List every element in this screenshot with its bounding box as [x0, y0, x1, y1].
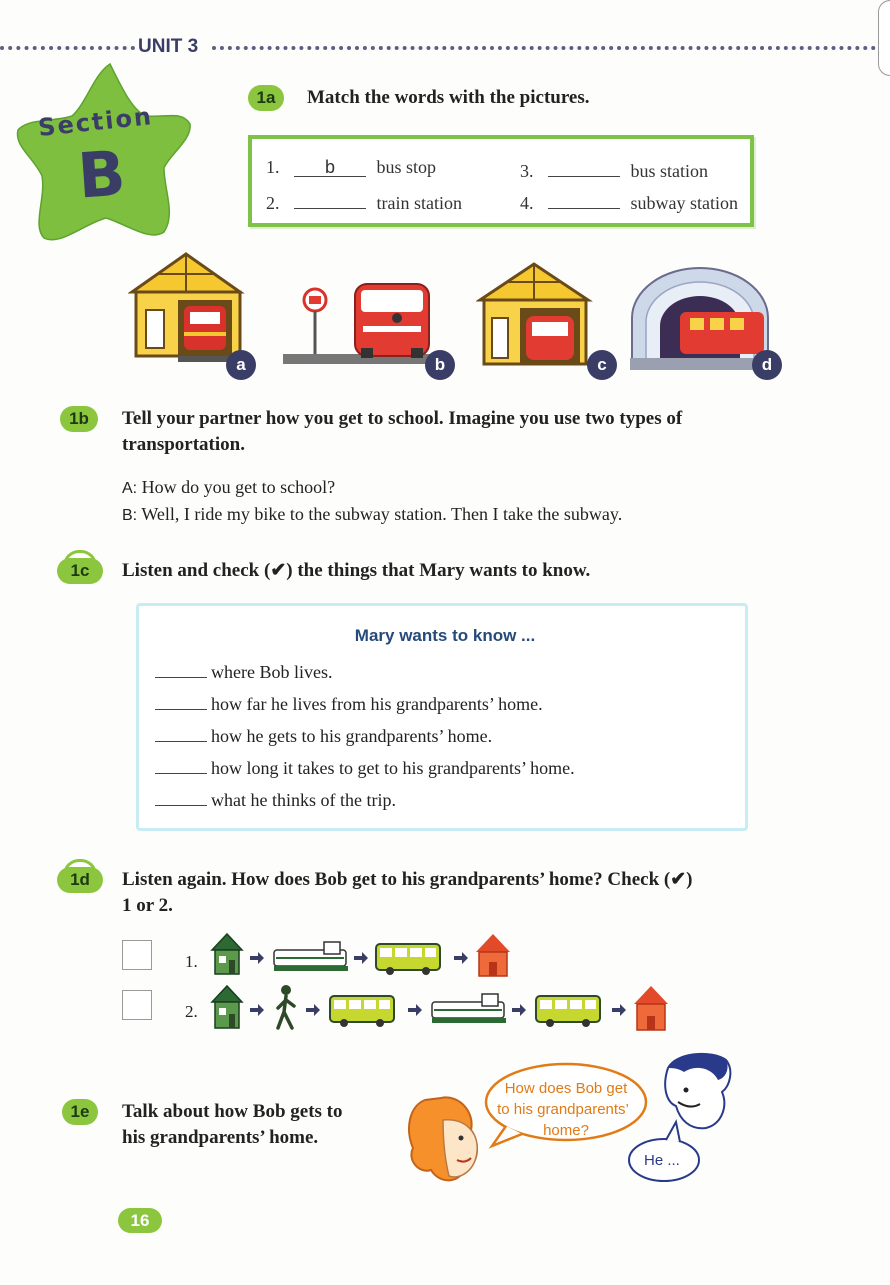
item-text: how he gets to his grandparents’ home. [211, 726, 493, 746]
section-letter: B [75, 136, 128, 213]
match-item-3 [520, 157, 708, 182]
dialogue-text: Well, I ride my bike to the subway station. Then I take the subway. [141, 504, 623, 524]
check-item-5 [155, 790, 396, 811]
item-number: 1. [266, 157, 280, 177]
picture-label-c: c [587, 350, 617, 380]
instruction-1b-line2: transportation. [122, 434, 245, 455]
house-icon [212, 934, 242, 974]
instruction-1a: Match the words with the pictures. [307, 87, 590, 108]
page-number: 16 [118, 1208, 162, 1233]
match-item-1 [266, 157, 436, 178]
picture-label-a: a [226, 350, 256, 380]
bubble-question-line2: to his grandparents’ [497, 1101, 629, 1118]
option-2-number: 2. [185, 1002, 198, 1021]
instruction-1d-line2: 1 or 2. [122, 895, 173, 916]
mary-wants-to-know-box [136, 603, 748, 831]
item-text: where Bob lives. [211, 662, 333, 682]
answer-blank[interactable] [548, 189, 620, 209]
badge-1b: 1b [60, 406, 98, 432]
option-1-route [210, 930, 520, 978]
bus-icon [536, 996, 600, 1027]
item-text: how long it takes to get to his grandparents’ home. [211, 758, 575, 778]
match-words-box [248, 135, 754, 227]
picture-c-bus-station [476, 262, 594, 368]
header-dotted-rule-right [212, 46, 884, 50]
option-2-route [210, 982, 680, 1032]
badge-1a: 1a [248, 85, 284, 111]
item-text: how far he lives from his grandparents’ home. [211, 694, 543, 714]
item-text: train station [376, 193, 462, 213]
bubble-answer: He ... [644, 1152, 680, 1169]
badge-1e: 1e [62, 1099, 98, 1125]
check-blank[interactable] [155, 760, 207, 774]
check-blank[interactable] [155, 792, 207, 806]
match-item-2 [266, 189, 462, 214]
check-item-2 [155, 694, 543, 715]
badge-1c: 1c [57, 558, 103, 584]
train-icon [274, 942, 348, 971]
bubble-question-line3: home? [543, 1122, 589, 1139]
speaker-label: A: [122, 480, 138, 497]
instruction-1c: Listen and check (✔) the things that Mary wants to know. [122, 560, 591, 581]
page-edge-tab [878, 0, 890, 76]
check-blank[interactable] [155, 728, 207, 742]
dialogue-line-b [122, 504, 622, 525]
picture-b-bus-stop [283, 282, 443, 366]
item-number: 4. [520, 193, 534, 213]
answer-blank[interactable]: b [294, 157, 366, 177]
option-2-checkbox[interactable] [122, 990, 152, 1020]
instruction-1e-line2: his grandparents’ home. [122, 1127, 319, 1148]
item-text: bus station [630, 161, 709, 181]
picture-label-d: d [752, 350, 782, 380]
option-1-number: 1. [185, 952, 198, 971]
instruction-1b-line1: Tell your partner how you get to school. Imagine you use two types of [122, 408, 683, 429]
box-title: Mary wants to know ... [354, 626, 536, 645]
dialogue-line-a [122, 477, 335, 498]
picture-d-subway-station [630, 266, 770, 370]
check-item-3 [155, 726, 492, 747]
bus-icon [376, 944, 440, 975]
match-item-4 [520, 189, 738, 214]
answer-blank[interactable] [548, 157, 620, 177]
section-word: Section [36, 102, 155, 142]
picture-label-b: b [425, 350, 455, 380]
item-number: 2. [266, 193, 280, 213]
item-number: 3. [520, 161, 534, 181]
speaker-label: B: [122, 507, 138, 524]
bus-icon [330, 996, 394, 1027]
instruction-1e-line1: Talk about how Bob gets to [122, 1101, 343, 1122]
red-house-icon [476, 934, 510, 976]
walking-man-icon [278, 985, 294, 1028]
item-text: bus stop [376, 157, 437, 177]
bubble-question-line1: How does Bob get [504, 1080, 628, 1097]
answer-speech-bubble [626, 1118, 706, 1184]
option-1-checkbox[interactable] [122, 940, 152, 970]
check-item-4 [155, 758, 575, 779]
house-icon [212, 986, 242, 1028]
red-house-icon [634, 986, 668, 1030]
section-star-logo [14, 58, 194, 248]
check-blank[interactable] [155, 696, 207, 710]
answer-blank[interactable] [294, 189, 366, 209]
check-item-1 [155, 662, 332, 683]
train-icon [432, 994, 506, 1023]
item-text: subway station [630, 193, 738, 213]
unit-label: UNIT 3 [135, 36, 201, 58]
badge-1d: 1d [57, 867, 103, 893]
item-text: what he thinks of the trip. [211, 790, 396, 810]
check-blank[interactable] [155, 664, 207, 678]
instruction-1d-line1: Listen again. How does Bob get to his grandparents’ home? Check (✔) [122, 869, 693, 890]
header-dotted-rule-left [0, 46, 135, 50]
dialogue-text: How do you get to school? [141, 477, 336, 497]
